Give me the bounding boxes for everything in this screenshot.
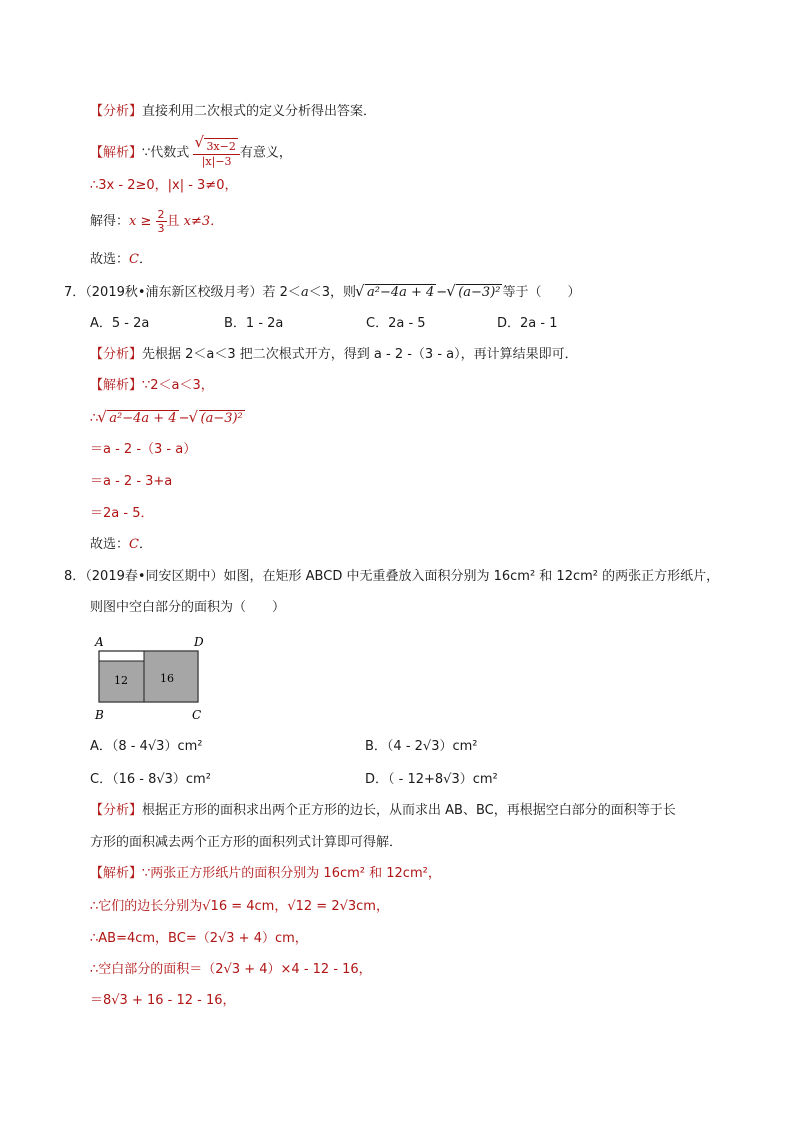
solution-line2-prefix: ∴ <box>90 411 99 426</box>
question-end: 等于（ ） <box>502 285 581 300</box>
q8-analysis-2: 方形的面积减去两个正方形的面积列式计算即可得解． <box>90 835 403 850</box>
radical-1 <box>98 408 178 430</box>
step2-ge: ≥ <box>136 214 156 229</box>
q8-solution-4: ∴空白部分的面积＝（2√3 + 4）×4 - 12 - 16， <box>90 962 372 977</box>
q7-answer <box>90 535 152 555</box>
step2-fraction <box>156 208 167 235</box>
solution-fraction <box>193 138 239 168</box>
q8-solution-1 <box>90 864 441 884</box>
vertex-b: B <box>95 708 104 722</box>
q8-option-d[interactable]: D．（ - 12+8√3）cm² <box>365 772 498 787</box>
answer-letter: C <box>129 537 139 552</box>
q7-solution-4: ＝a - 2 - 3+a <box>90 474 173 489</box>
label-16: 16 <box>160 672 174 685</box>
question-text: （2019春•同安区期中）如图，在矩形 ABCD 中无重叠放入面积分别为 16cm² 和 12cm² 的两张正方形纸片， <box>85 569 720 584</box>
radical-2-content: (a−3)² <box>458 285 501 300</box>
vertex-d: D <box>194 635 204 649</box>
radical-1 <box>356 282 436 304</box>
step2-num: 2 <box>157 208 165 221</box>
solution-tag: 【解析】 <box>90 378 143 393</box>
step2-and: 且 <box>166 214 184 229</box>
analysis-tag: 【分析】 <box>90 803 143 818</box>
radical-2-content: (a−3)² <box>200 411 243 426</box>
solution-suffix: 有意义， <box>239 145 292 161</box>
q6-step1: ∴3x - 2≥0，|x| - 3≠0， <box>90 178 238 193</box>
q6-step2 <box>90 208 223 236</box>
analysis-text: 先根据 2＜a＜3 把二次根式开方，得到 a - 2 -（3 - a），再计算结果即可． <box>142 347 578 362</box>
fraction-numerator: 3x−2 <box>206 140 236 153</box>
step2-prefix: 解得： <box>90 214 130 229</box>
q7-option-b[interactable]: B．1 - 2a <box>224 316 284 331</box>
answer-end: ． <box>138 252 152 267</box>
q8-option-a[interactable]: A．（8 - 4√3）cm² <box>90 739 203 754</box>
analysis-text: 根据正方形的面积求出两个正方形的边长，从而求出 AB、BC，再根据空白部分的面积等于长 <box>142 803 676 818</box>
solution-line1: ∵2＜a＜3， <box>142 378 214 393</box>
figure-svg <box>88 632 218 724</box>
label-12: 12 <box>114 674 128 687</box>
q7-solution-1 <box>90 376 214 396</box>
radical-2 <box>190 408 245 430</box>
fraction-denominator: |x|−3 <box>201 155 232 168</box>
q8-solution-2: ∴它们的边长分别为√16 = 4cm，√12 = 2√3cm， <box>90 899 389 914</box>
q8-question-2: 则图中空白部分的面积为（ ） <box>90 600 286 615</box>
answer-prefix: 故选： <box>90 252 130 267</box>
var-a: a <box>300 285 309 300</box>
answer-letter: C <box>129 252 139 267</box>
minus: − <box>436 285 448 300</box>
q7-option-c[interactable]: C．2a - 5 <box>366 316 426 331</box>
analysis-tag: 【分析】 <box>90 104 143 119</box>
q8-option-b[interactable]: B．（4 - 2√3）cm² <box>365 739 478 754</box>
q7-option-d[interactable]: D．2a - 1 <box>497 316 558 331</box>
analysis-tag: 【分析】 <box>90 347 143 362</box>
condition-end: ＜3，则 <box>308 285 356 300</box>
vertex-c: C <box>192 708 202 722</box>
q7-analysis <box>90 345 578 365</box>
q7-solution-5: ＝2a - 5． <box>90 506 154 521</box>
step2-den: 3 <box>157 222 165 235</box>
radical-1-content: a²−4a + 4 <box>109 411 177 426</box>
q6-answer <box>90 250 152 270</box>
analysis-text: 直接利用二次根式的定义分析得出答案． <box>142 104 377 119</box>
q6-analysis <box>90 102 376 122</box>
q8-solution-5: ＝8√3 + 16 - 12 - 16， <box>90 993 236 1008</box>
radical-1-content: a²−4a + 4 <box>366 285 435 300</box>
q7-solution-2 <box>90 408 245 430</box>
question-number: 7． <box>64 285 86 300</box>
q8-analysis-1 <box>90 801 676 821</box>
solution-prefix: ∵代数式 <box>142 145 190 161</box>
q7-solution-3: ＝a - 2 -（3 - a） <box>90 442 197 457</box>
q7-question <box>64 282 581 304</box>
solution-tag: 【解析】 <box>90 866 143 881</box>
rectangle-figure <box>88 632 218 724</box>
answer-prefix: 故选： <box>90 537 130 552</box>
vertex-a: A <box>95 635 104 649</box>
q6-solution <box>90 138 292 168</box>
solution-line1: ∵两张正方形纸片的面积分别为 16cm² 和 12cm²， <box>142 866 441 881</box>
step2-x: x <box>129 214 137 229</box>
radical-2 <box>447 282 502 304</box>
q8-option-c[interactable]: C．（16 - 8√3）cm² <box>90 772 211 787</box>
question-source: （2019秋•浦东新区校级月考）若 2＜ <box>85 285 301 300</box>
solution-tag: 【解析】 <box>90 145 143 161</box>
q8-question-1 <box>64 567 719 587</box>
question-number: 8． <box>64 569 86 584</box>
step2-rest: x≠3． <box>183 214 224 229</box>
answer-end: ． <box>138 537 152 552</box>
q7-option-a[interactable]: A．5 - 2a <box>90 316 150 331</box>
minus: − <box>178 411 190 426</box>
q8-solution-3: ∴AB=4cm，BC=（2√3 + 4）cm， <box>90 931 308 946</box>
